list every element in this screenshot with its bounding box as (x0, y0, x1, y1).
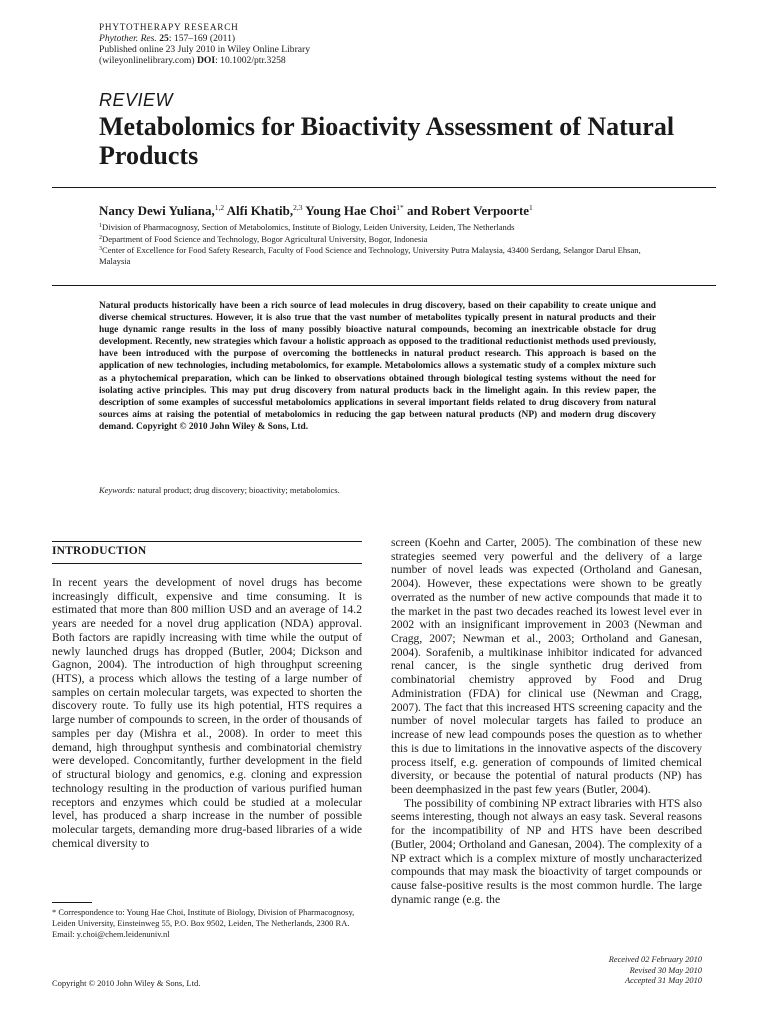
affiliation-mark: 1 (99, 223, 102, 229)
affiliation-item (99, 221, 659, 233)
journal-name: PHYTOTHERAPY RESEARCH (99, 22, 239, 32)
keywords-text: natural product; drug discovery; bioactivity; metabolomics. (135, 485, 340, 495)
right-column (391, 536, 702, 906)
doi-line (99, 55, 310, 66)
section-rule-bottom (52, 563, 362, 564)
author-affiliation-mark: 1* (396, 203, 404, 212)
author-name: and Robert Verpoorte (403, 203, 530, 218)
author-name: Alfi Khatib, (224, 203, 294, 218)
article-title: Metabolomics for Bioactivity Assessment of Natural Products (99, 112, 675, 170)
affiliation-item (99, 244, 659, 266)
received-date: Received 02 February 2010 (608, 955, 702, 964)
author-affiliation-mark: 1 (529, 203, 533, 212)
section-heading: INTRODUCTION (52, 545, 147, 557)
correspondence-footnote: * Correspondence to: Young Hae Choi, Institute of Biology, Division of Pharmacognosy, Leiden University, Einsteinweg 55, P.O. Box 9502, Leiden, The Netherlands, 2300 RA. Email: y.choi@chem.leidenuniv.nl (52, 907, 355, 939)
intro-paragraph: The possibility of combining NP extract libraries with HTS also seems interesting, though not always an easy task. Several reasons for the incompatibility of NP and HTS have been described (Butler, 2004; Ortholand and Ganesan, 2004). The complexity of a NP extract which is a complex mixture of mostly uncharacterized compounds that may mask the bioactivity of target compounds or cause false-positive results is the most common hurdle. The large dynamic range (e.g. the (391, 796, 702, 906)
revised-date: Revised 30 May 2010 (629, 965, 702, 975)
author-name: Nancy Dewi Yuliana, (99, 203, 215, 218)
doi-label: DOI (196, 55, 216, 66)
article-type: REVIEW (99, 90, 174, 110)
journal-header (99, 22, 310, 66)
keywords (99, 485, 340, 495)
affiliation-list (99, 221, 659, 266)
title-divider (52, 187, 716, 188)
affiliation-text: Department of Food Science and Technology, Bogor Agricultural University, Bogor, Indonesia (102, 233, 428, 244)
accepted-date: Accepted 31 May 2010 (625, 976, 702, 985)
copyright-notice: Copyright © 2010 John Wiley & Sons, Ltd. (52, 978, 201, 988)
article-dates (609, 955, 702, 987)
citation-line (99, 33, 310, 44)
author-name: Young Hae Choi (302, 203, 397, 218)
abstract-divider (52, 285, 716, 286)
author-list (99, 203, 533, 219)
footnote-rule (52, 902, 92, 903)
abstract: Natural products historically have been a rich source of lead molecules in drug discovery, based on their capability to create unique and diverse chemical structures. However, it is also true that the vast number of metabolites typically present in natural products and their huge dynamic range results in the loss of many possibly bioactive natural compounds, becoming an inextricable obstacle for drug development. Recently, new strategies which favour a holistic approach as opposed to the traditional reductionist methods used previously, have been introduced with the purpose of overcoming the bottlenecks in natural product research. This approach is based on the application of new technologies, including metabolomics, for example. Metabolomics allows a systematic study of a complex mixture such as a phytochemical preparation, which can be linked to observations obtained through biological testing systems without the need for isolating active principles. This may put drug discovery from natural products back in the limelight again. In this review paper, the description of some examples of successful metabolomics applications in several important fields related to drug discovery from natural sources aims at raising the potential of metabolomics in reducing the gap between natural products (NP) and modern drug discovery demand. Copyright © 2010 John Wiley & Sons, Ltd. (99, 301, 656, 432)
published-line: Published online 23 July 2010 in Wiley Online Library (99, 44, 311, 55)
affiliation-text: Division of Pharmacognosy, Section of Metabolomics, Institute of Biology, Leiden University, Leiden, The Netherlands (102, 222, 515, 232)
doi-value[interactable]: : 10.1002/ptr.3258 (215, 55, 286, 66)
left-column (52, 576, 362, 850)
affiliation-mark: 3 (99, 246, 102, 252)
author-affiliation-mark: 2,3 (293, 203, 303, 212)
keywords-label: Keywords: (99, 485, 136, 495)
author-affiliation-mark: 1,2 (214, 203, 225, 212)
site-url[interactable]: (wileyonlinelibrary.com) (99, 55, 195, 66)
affiliation-item (99, 233, 659, 245)
section-rule-top (52, 541, 362, 542)
citation-prefix: Phytother. Res. (99, 33, 157, 44)
intro-paragraph-continued: screen (Koehn and Carter, 2005). The combination of these new strategies seemed very powerful and the delivery of a large number of novel leads was expected (Ortholand and Ganesan, 2004). However, these expectations were shown to be greatly overrated as the number of new active compounds that made it to the market in the past two decades reached its lowest level ever in 2002 with an insignificant improvement in 2003 (Newman and Cragg, 2007; Newman et al., 2003; Ortholand and Ganesan, 2004). Sorafenib, a multikinase inhibitor indicated for advanced renal cancer, is the single synthetic drug derived from combinatorial chemistry approved by Food and Drug Administration (FDA) for clinical use (Newman and Cragg, 2007). The fact that this increased HTS screening capacity and the number of novel molecular targets has failed to produce an increase of new lead compounds poses the question as to whether this is due to limitations in the innovative aspects of the discovery process itself, e.g. generation of compounds of limited chemical diversity, or because the potential of natural products (NP) has been deemphasized in the past few years (Butler, 2004). (391, 536, 702, 796)
volume-number: 25 (159, 33, 169, 44)
affiliation-text: Center of Excellence for Food Safety Research, Faculty of Food Science and Technology, University Putra Malaysia, 43400 Serdang, Selangor Darul Ehsan, Malaysia (99, 245, 641, 266)
page-range: : 157–169 (2011) (168, 33, 236, 44)
affiliation-mark: 2 (99, 234, 102, 241)
intro-paragraph: In recent years the development of novel drugs has become increasingly difficult, expensive and time consuming. It is estimated that more than 800 million USD and an average of 14.2 years are needed for a novel drug application (NDA) approval. Both factors are rapidly increasing with time while the output of newly launched drugs has dropped (Butler, 2004; Dickson and Gagnon, 2004). The introduction of high throughput screening (HTS), a process which allows the testing of a large number of samples on certain molecular targets, was expected to shorten the discovery route. To fully use its high potential, HTS requires a large number of compounds to screen, in the order of thousands of samples per day (Mishra et al., 2008). In order to meet this demand, high throughput synthesis and combinatorial chemistry were developed. Concomitantly, further development in the field of structural biology and genomics, e.g. cloning and expression technology resulting in the production of various purified human receptors and enzymes which could be studied at a molecular level, has produced a sharp increase in the number of possible molecular targets, demanding more drug-based libraries of a wide chemical diversity to (52, 576, 362, 850)
